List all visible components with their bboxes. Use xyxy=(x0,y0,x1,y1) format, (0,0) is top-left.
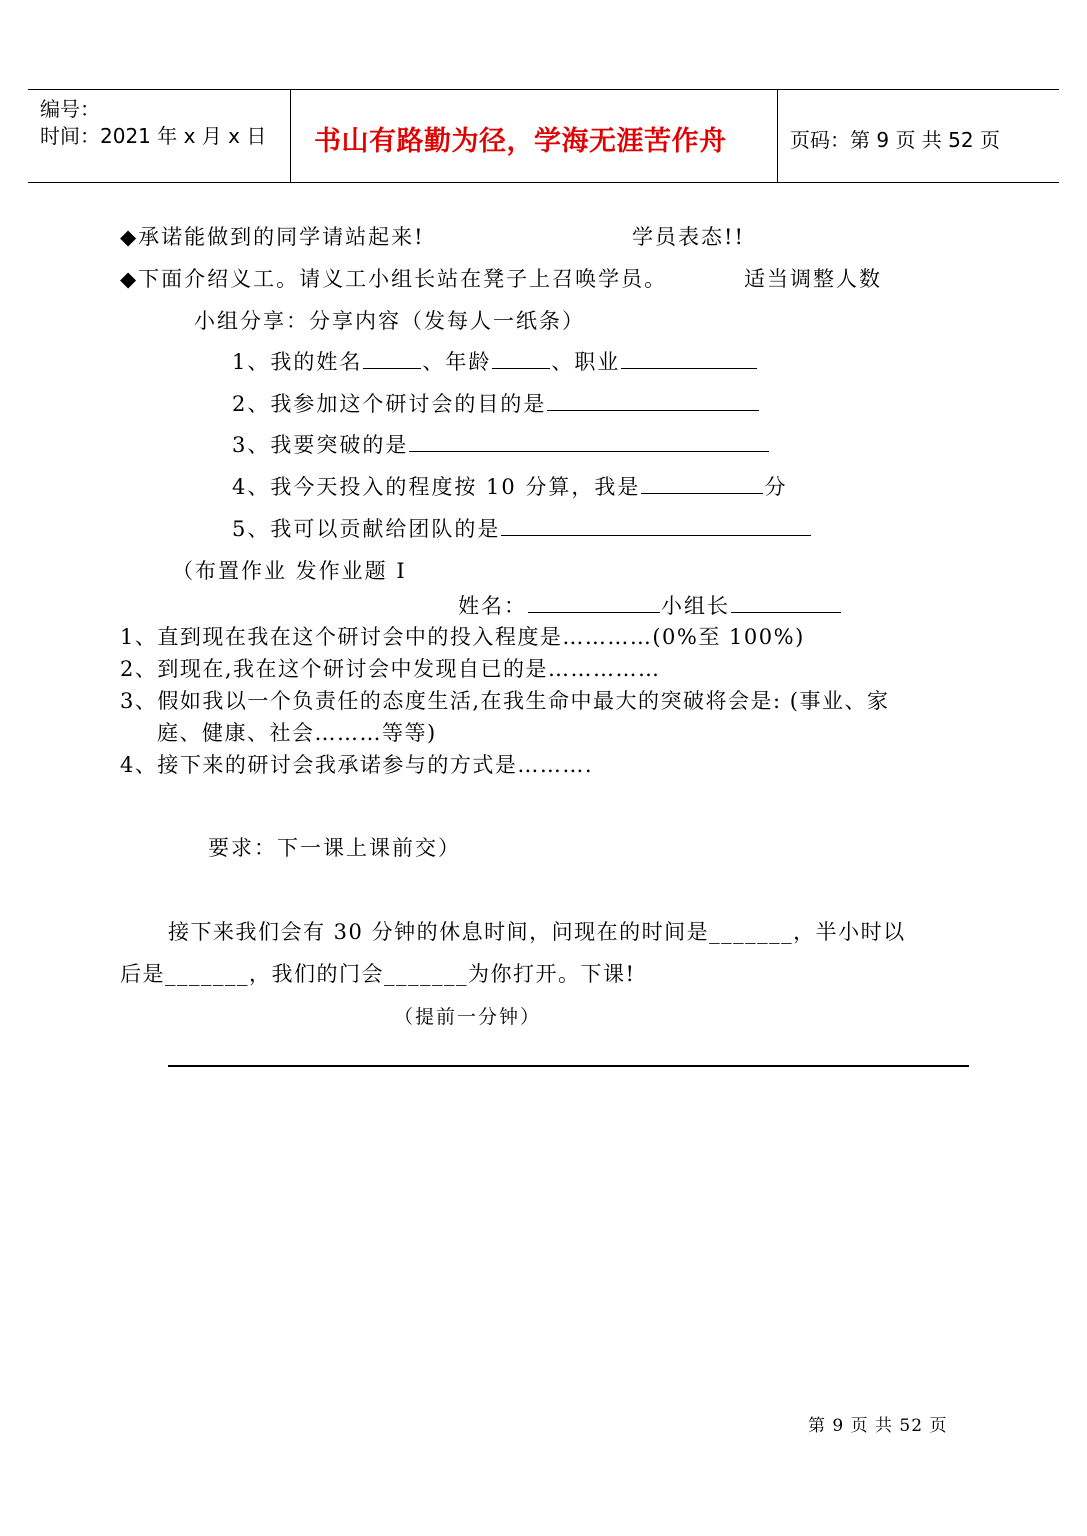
header-page-label: 页码：第 9 页 共 52 页 xyxy=(790,128,1000,152)
blank-contribution[interactable] xyxy=(501,515,811,536)
header-divider-right xyxy=(777,89,778,182)
header-date: 时间：2021 年 x 月 x 日 xyxy=(40,124,267,148)
share-item-2 xyxy=(232,388,760,418)
blank-purpose[interactable] xyxy=(547,390,759,411)
advance-note: （提前一分钟） xyxy=(394,1006,542,1028)
share-item-1-mid1: 、年龄 xyxy=(422,350,492,374)
header-number-label: 编号： xyxy=(40,97,100,121)
requirement: 要求：下一课上课前交） xyxy=(208,836,461,860)
share-item-2-pre: 2、我参加这个研讨会的目的是 xyxy=(232,392,547,416)
line1-left: ◆承诺能做到的同学请站起来! xyxy=(120,225,425,249)
blank-occupation[interactable] xyxy=(621,348,757,369)
blank-age[interactable] xyxy=(492,348,550,369)
share-item-1-mid2: 、职业 xyxy=(551,350,621,374)
leader-label: 小组长 xyxy=(661,594,730,618)
line1-right: 学员表态!! xyxy=(632,225,745,249)
share-item-5-pre: 5、我可以贡献给团队的是 xyxy=(232,517,501,541)
blank-homework-name[interactable] xyxy=(528,592,660,613)
question-4: 4、接下来的研讨会我承诺参与的方式是………. xyxy=(120,753,594,777)
footer-page-number: 第 9 页 共 52 页 xyxy=(808,1416,948,1436)
header-top-rule xyxy=(28,89,1059,90)
break-line-1: 接下来我们会有 30 分钟的休息时间，问现在的时间是_______，半小时以 xyxy=(168,920,906,944)
blank-name[interactable] xyxy=(363,348,421,369)
share-item-4-pre: 4、我今天投入的程度按 10 分算，我是 xyxy=(232,475,641,499)
question-3a: 3、假如我以一个负责任的态度生活,在我生命中最大的突破将会是: (事业、家 xyxy=(120,689,890,713)
header-bottom-rule xyxy=(28,182,1059,183)
share-item-3 xyxy=(232,429,770,459)
break-line-2: 后是_______，我们的门会_______为你打开。下课! xyxy=(120,962,636,986)
blank-leader[interactable] xyxy=(731,592,841,613)
share-item-1 xyxy=(232,346,758,376)
share-item-1-pre: 1、我的姓名 xyxy=(232,350,363,374)
question-3b: 庭、健康、社会………等等) xyxy=(157,721,437,745)
line2-left: ◆下面介绍义工。请义工小组长站在凳子上召唤学员。 xyxy=(120,267,668,291)
share-title: 小组分享：分享内容（发每人一纸条） xyxy=(194,309,585,333)
blank-score[interactable] xyxy=(641,473,763,494)
question-1: 1、直到现在我在这个研讨会中的投入程度是…………(0%至 100%) xyxy=(120,625,805,649)
homework-title: （布置作业 发作业题 I xyxy=(172,559,407,583)
name-label: 姓名： xyxy=(458,594,527,618)
line2-right: 适当调整人数 xyxy=(744,267,882,291)
share-item-4 xyxy=(232,471,787,501)
blank-breakthrough[interactable] xyxy=(409,431,769,452)
header-divider-left xyxy=(290,89,291,182)
question-2: 2、到现在,我在这个研讨会中发现自已的是…………… xyxy=(120,657,661,681)
share-item-4-post: 分 xyxy=(764,475,788,499)
name-leader-line xyxy=(458,590,842,620)
header-motto: 书山有路勤为径，学海无涯苦作舟 xyxy=(314,126,727,157)
share-item-3-pre: 3、我要突破的是 xyxy=(232,433,409,457)
share-item-5 xyxy=(232,513,812,543)
body-bottom-rule xyxy=(168,1065,969,1067)
